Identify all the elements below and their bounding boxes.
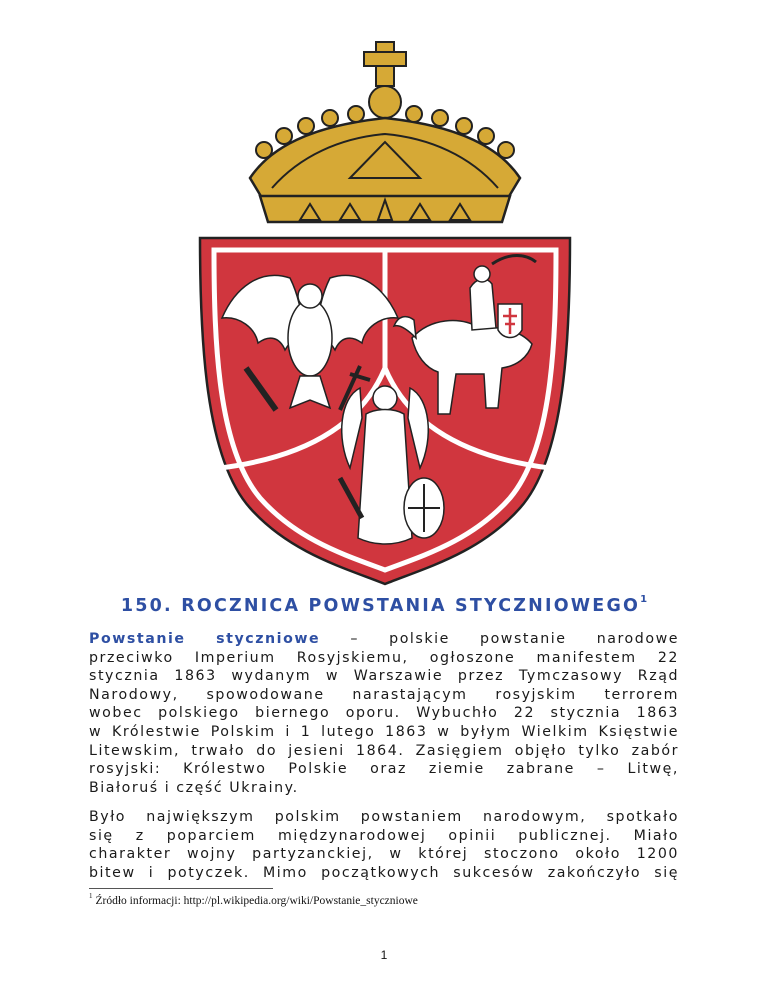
paragraph-line: charakter wojny partyzanckiej, w której stoczono około 1200	[89, 846, 679, 863]
paragraph-line: się z poparciem międzynarodowej opinii publicznej. Miało	[89, 827, 679, 844]
paragraph-line: w Królestwie Polskim i 1 lutego 1863 w byłym Wielkim Księstwie	[89, 723, 679, 740]
paragraph-line: stycznia 1863 wydanym w Warszawie przez Tymczasowy Rząd	[89, 668, 679, 685]
paragraph-line: Powstanie styczniowe – polskie powstanie narodowe	[89, 631, 679, 647]
page-number: 1	[380, 948, 388, 962]
footnote-separator	[89, 888, 273, 889]
footnote-text: Źródło informacji: http://pl.wikipedia.org/wiki/Powstanie_styczniowe	[95, 894, 418, 907]
footnote-reference: 1	[640, 594, 648, 606]
page-heading: 150. ROCZNICA POWSTANIA STYCZNIOWEGO$^1$	[120, 594, 648, 616]
footnote	[89, 893, 418, 907]
coat-of-arms-emblem	[180, 38, 590, 586]
paragraph-intro	[89, 630, 679, 797]
paragraph-line: rosyjski: Królestwo Polskie oraz ziemie zabrane – Litwę,	[89, 761, 679, 778]
lead-term: Powstanie styczniowe	[89, 631, 321, 647]
paragraph-second	[89, 808, 679, 882]
crown-icon	[250, 42, 520, 222]
paragraph-line: wobec polskiego biernego oporu. Wybuchło 22 stycznia 1863	[89, 705, 679, 722]
paragraph-line: przeciwko Imperium Rosyjskiemu, ogłoszone manifestem 22	[89, 649, 679, 666]
paragraph-line: Białoruś i część Ukrainy.	[89, 779, 299, 796]
paragraph-line: bitew i potyczek. Mimo początkowych sukcesów zakończyło się	[89, 864, 679, 881]
paragraph-line: Było największym polskim powstaniem narodowym, spotkało	[89, 809, 679, 825]
paragraph-line: Litewskim, trwało do jesieni 1864. Zasięgiem objęło tylko zabór	[89, 742, 679, 759]
footnote-number: 1	[89, 892, 93, 900]
paragraph-line: Narodowy, spowodowane narastającym rosyjskim terrorem	[89, 686, 679, 703]
